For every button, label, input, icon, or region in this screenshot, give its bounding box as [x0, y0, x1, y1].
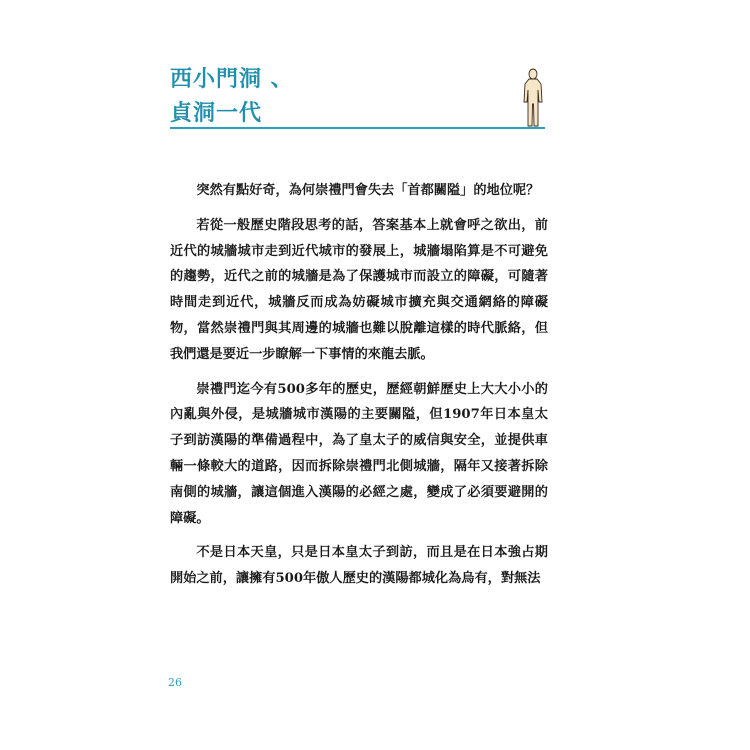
standing-person-silhouette-icon	[518, 68, 548, 128]
body-text	[170, 178, 548, 601]
paragraph: 不是日本天皇，只是日本皇太子到訪，而且是在日本強占期開始之前，讓擁有500年傲人歷史的漢陽都城化為烏有，對無法	[170, 545, 548, 587]
chapter-title-line-2: 貞洞一代	[170, 100, 263, 126]
paragraph: 突然有點好奇，為何崇禮門會失去「首都關隘」的地位呢？	[196, 183, 540, 198]
paragraph: 若從一般歷史階段思考的話，答案基本上就會呼之欲出，前近代的城牆城市走到近代城市的發展上，城牆塌陷算是不可避免的趨勢，近代之前的城牆是為了保護城市而設立的障礙，可隨著時間走到近代，城牆反而成為妨礙城市擴充與交通網絡的障礙物，當然崇禮門與其周邊的城牆也難以脫離這樣的時代脈絡，但我們還是要近一步瞭解一下事情的來龍去脈。	[170, 217, 548, 362]
chapter-title	[170, 62, 510, 130]
chapter-title-line-1: 西小門洞 、	[170, 66, 294, 92]
paragraph: 崇禮門迄今有500多年的歷史，歷經朝鮮歷史上大大小小的內亂與外侵，是城牆城市漢陽的主要關隘，但1907年日本皇太子到訪漢陽的準備過程中，為了皇太子的威信與安全，並提供車輛一條較大的道路，因而拆除崇禮門北側城牆，隔年又接著拆除南側的城牆，讓這個進入漢陽的必經之處，變成了必須要避開的障礙。	[170, 381, 548, 526]
title-divider	[170, 127, 545, 129]
page-number: 26	[168, 676, 182, 689]
